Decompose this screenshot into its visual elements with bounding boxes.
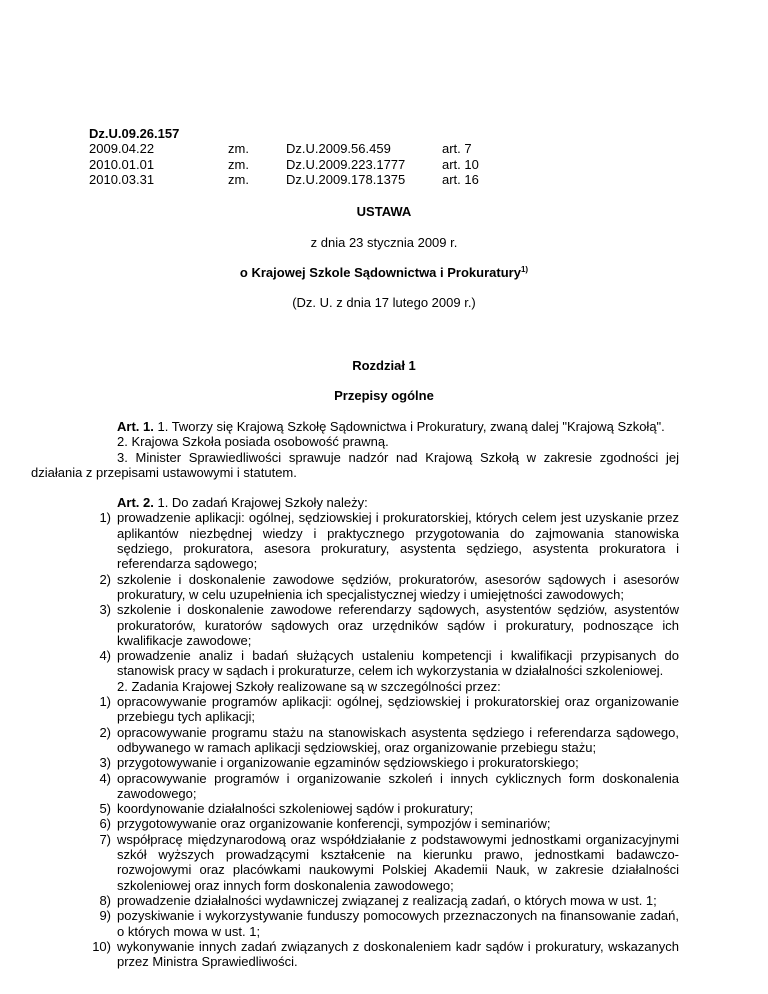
article-2-para-2: 2. Zadania Krajowej Szkoły realizowane są w szczególności przez:	[117, 678, 501, 694]
article-label: Art. 1.	[117, 419, 154, 434]
list-item: 4) prowadzenie analiz i badań służących ustaleniu kompetencji i kwalifikacji przypisanych do stanowisk pracy w sądach i prokuraturze, celem ich wykorzystania w działalności szkoleniowej.	[99, 648, 679, 679]
list-item: 2) szkolenie i doskonalenie zawodowe sędziów, prokuratorów, asesorów sądowych i asesorów prokuratury, w celu uzupełnienia ich specjalistycznej wiedzy i umiejętności zawodowych;	[99, 571, 679, 602]
list-item: 2) opracowywanie programu stażu na stanowiskach asystenta sędziego i referendarza sądowego, odbywanego w ramach aplikacji sędziowskiej, oraz organizowanie przebiegu stażu;	[99, 724, 679, 755]
list-item: 1) prowadzenie aplikacji: ogólnej, sędziowskiej i prokuratorskiej, których celem jest uzyskanie przez aplikantów niezbędnej wiedzy i praktycznego przygotowania do zajmowania stanowiska sędziego, prokuratora, asesora prokuratury, asystenta sędziego, asystenta prokuratora i referendarza sądowego;	[99, 510, 679, 572]
article-2-tasks-list	[31, 510, 679, 678]
article-1-para-1: Art. 1. 1. Tworzy się Krajową Szkołę Sądownictwa i Prokuratury, zwaną dalej "Krajową Szkołą".	[117, 419, 665, 434]
chapter-label: Rozdział 1	[352, 358, 416, 373]
act-kind: USTAWA	[356, 204, 412, 219]
footnote-mark: 1)	[520, 265, 529, 274]
amendment-article: art. 10	[442, 156, 479, 172]
amendment-article: art. 7	[442, 141, 472, 157]
chapter-title: Przepisy ogólne	[334, 388, 434, 403]
amendment-row	[89, 141, 649, 156]
act-title	[0, 265, 768, 280]
list-item: 8) prowadzenie działalności wydawniczej związanej z realizacją zadań, o których mowa w ust. 1;	[99, 892, 657, 908]
list-item: 7) współpracę międzynarodową oraz współdziałanie z podstawowymi jednostkami organizacyjnymi szkół wyższych prowadzącymi kształcenie na kierunku prawo, jednostkami badawczo-rozwojowymi oraz placówkami naukowymi Polskiej Akademii Nauk, w zakresie działalności szkoleniowej oraz innych form doskonalenia zawodowego;	[99, 831, 679, 893]
publication-info: (Dz. U. z dnia 17 lutego 2009 r.)	[292, 295, 476, 310]
article-1-para-3: 3. Minister Sprawiedliwości sprawuje nadzór nad Krajową Szkołą w zakresie zgodności jej działania z przepisami ustawowymi i statutem.	[31, 449, 679, 480]
amendment-article: art. 16	[442, 171, 479, 187]
document-body	[31, 419, 679, 969]
article-2-methods-list	[31, 694, 679, 969]
amendment-date: 2009.04.22	[89, 141, 155, 157]
list-item: 3) przygotowywanie i organizowanie egzaminów sędziowskiego i prokuratorskiego;	[99, 755, 579, 771]
amendment-reference: Dz.U.2009.56.459	[286, 141, 391, 157]
act-title-text: o Krajowej Szkole Sądownictwa i Prokuratury	[239, 265, 521, 280]
list-item: 4) opracowywanie programów i organizowanie szkoleń i innych cyklicznych form doskonalenia zawodowego;	[99, 770, 679, 801]
article-label: Art. 2.	[117, 495, 154, 511]
amendment-reference: Dz.U.2009.178.1375	[286, 171, 406, 187]
amendment-type: zm.	[228, 156, 249, 172]
amendment-type: zm.	[228, 141, 249, 157]
list-item: 10) wykonywanie innych zadań związanych z doskonaleniem kadr sądów i prokuratury, wskazanych przez Ministra Sprawiedliwości.	[92, 938, 679, 970]
amendment-row	[89, 157, 649, 172]
list-item: 6) przygotowywanie oraz organizowanie konferencji, sympozjów i seminariów;	[99, 816, 551, 832]
publication-header	[89, 126, 649, 187]
amendment-date: 2010.03.31	[89, 171, 155, 187]
amendment-date: 2010.01.01	[89, 156, 155, 172]
journal-reference: Dz.U.09.26.157	[89, 126, 180, 141]
act-date: z dnia 23 stycznia 2009 r.	[310, 235, 458, 250]
amendment-reference: Dz.U.2009.223.1777	[286, 156, 406, 172]
list-item: 3) szkolenie i doskonalenie zawodowe referendarzy sądowych, asystentów sędziów, asystentów prokuratorów, kuratorów sądowych oraz urzędników sądów i prokuratury, podnoszące ich kwalifikacje zawodowe;	[99, 602, 679, 648]
list-item: 5) koordynowanie działalności szkoleniowej sądów i prokuratury;	[99, 801, 474, 817]
article-1-para-2: 2. Krajowa Szkoła posiada osobowość prawną.	[117, 434, 389, 450]
list-item: 9) pozyskiwanie i wykorzystywanie funduszy pomocowych przeznaczonych na finansowanie zadań, o których mowa w ust. 1;	[99, 908, 679, 939]
list-item: 1) opracowywanie programów aplikacji: ogólnej, sędziowskiej i prokuratorskiej oraz organizowanie przebiegu tych aplikacji;	[99, 694, 679, 725]
article-2-para-1: Art. 2. 1. Do zadań Krajowej Szkoły należy:	[117, 495, 368, 511]
amendment-type: zm.	[228, 171, 249, 187]
amendment-row	[89, 172, 649, 187]
